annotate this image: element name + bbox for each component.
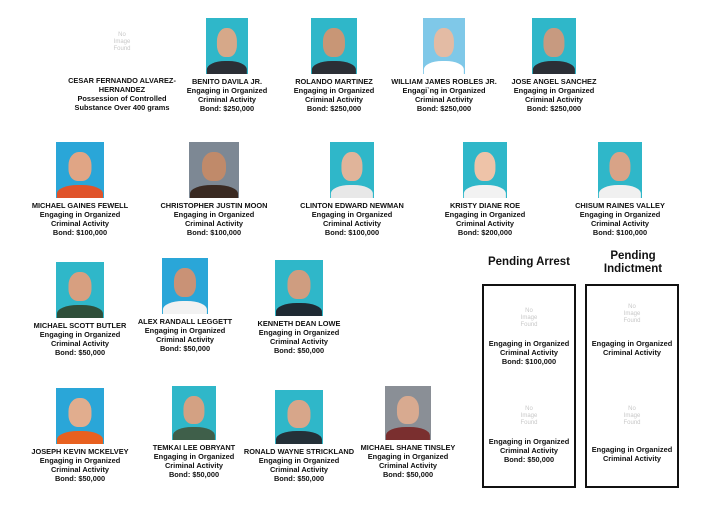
suspect-name: JOSE ANGEL SANCHEZ [511,77,597,86]
suspect-charge: Engaging in Organized [39,210,121,219]
suspect-charge: Engaging in Organized [258,456,340,465]
suspect-card [338,386,478,479]
suspect-charge: Criminal Activity [322,219,382,228]
suspect-card [415,142,555,237]
pending-charge: Engaging in Organized [488,339,570,348]
suspect-charge: Criminal Activity [50,339,110,348]
suspect-bond: Bond: $250,000 [199,104,255,113]
mugshot-photo [206,18,248,74]
no-image-text: Image [623,413,641,419]
suspect-name: CHRISTOPHER JUSTIN MOON [160,201,268,210]
mugshot-photo [463,142,507,198]
no-image-text: Image [623,311,641,317]
mugshot-photo [172,386,216,440]
no-image-text: Found [113,46,131,52]
no-image-placeholder [617,304,647,325]
mugshot-photo [598,142,642,198]
mugshot-photo [532,18,576,74]
mugshot-photo [330,142,374,198]
no-image-text: No [525,406,533,412]
pending-indictment-title [585,250,681,276]
suspect-card [229,260,369,355]
suspect-bond: Bond: $50,000 [168,470,220,479]
pending-indictment-title-line: Indictment [603,263,663,275]
mugshot-photo [56,262,104,318]
suspect-charge: Criminal Activity [304,95,364,104]
suspect-charge: Engaging in Organized [293,86,375,95]
suspect-charge: Criminal Activity [414,95,474,104]
suspect-bond: Bond: $250,000 [306,104,362,113]
suspect-card [550,142,690,237]
mugshot-photo [311,18,357,74]
suspect-charge: Engaging in Organized [144,326,226,335]
no-image-placeholder [617,406,647,427]
mugshot-photo [275,390,323,444]
no-image-text: Found [623,420,641,426]
suspect-charge: Engaging in Organized [39,456,121,465]
suspect-bond: Bond: $50,000 [159,344,211,353]
mugshot-photo [385,386,431,440]
suspect-charge: Criminal Activity [184,219,244,228]
pending-charge: Engaging in Organized [488,437,570,446]
suspect-name: RONALD WAYNE STRICKLAND [243,447,355,456]
no-image-text: Image [520,413,538,419]
suspect-charge: Criminal Activity [197,95,257,104]
suspect-name: MICHAEL GAINES FEWELL [31,201,129,210]
mugshot-photo [275,260,323,316]
suspect-charge: Engagi`ng in Organized [402,86,486,95]
suspect-charge: Engaging in Organized [173,210,255,219]
no-image-placeholder [514,406,544,427]
suspect-name: ROLANDO MARTINEZ [295,77,373,86]
suspect-card [484,18,624,113]
suspect-charge: Criminal Activity [269,465,329,474]
pending-indictment-box [585,284,679,488]
suspect-charge: Criminal Activity [50,219,110,228]
pending-charge: Criminal Activity [499,348,559,357]
no-image-text: Image [113,39,131,45]
pending-charge: Criminal Activity [499,446,559,455]
pending-charge: Criminal Activity [602,454,662,463]
no-image-text: Image [520,315,538,321]
suspect-name: JOSEPH KEVIN MCKELVEY [31,447,129,456]
suspect-name: ALEX RANDALL LEGGETT [137,317,233,326]
suspect-bond: Bond: $100,000 [186,228,242,237]
mugshot-photo [56,142,104,198]
suspect-name: CESAR FERNANDO ALVAREZ-HERNANDEZ [68,76,176,94]
suspect-charge: Engaging in Organized [579,210,661,219]
suspect-charge: Criminal Activity [378,461,438,470]
suspect-charge: Criminal Activity [155,335,215,344]
suspect-bond: Bond: $100,000 [52,228,108,237]
suspect-name: MICHAEL SHANE TINSLEY [360,443,456,452]
suspect-charge: Engaging in Organized [153,452,235,461]
suspect-card [10,142,150,237]
suspect-charge: Engaging in Organized [311,210,393,219]
suspect-bond: Bond: $50,000 [273,474,325,483]
pending-charge: Engaging in Organized [591,339,673,348]
pending-bond: Bond: $50,000 [503,455,555,464]
no-image-text: Found [623,318,641,324]
suspect-name: CLINTON EDWARD NEWMAN [300,201,404,210]
suspect-card [282,142,422,237]
suspect-bond: Bond: $50,000 [54,474,106,483]
suspect-charge: Criminal Activity [50,465,110,474]
suspect-charge: Engaging in Organized [444,210,526,219]
mugshot-photo [423,18,465,74]
suspect-name: KENNETH DEAN LOWE [257,319,341,328]
pending-charge: Criminal Activity [602,348,662,357]
no-image-text: No [525,308,533,314]
suspect-charge: Engaging in Organized [39,330,121,339]
no-image-text: No [628,304,636,310]
suspect-bond: Bond: $50,000 [54,348,106,357]
suspect-name: CHISUM RAINES VALLEY [575,201,665,210]
suspect-charge: Criminal Activity [269,337,329,346]
pending-bond: Bond: $100,000 [501,357,557,366]
no-image-placeholder [514,308,544,329]
pending-arrest-entry [484,308,574,366]
no-image-text: No [628,406,636,412]
suspect-charge: Engaging in Organized [186,86,268,95]
mugshot-photo [189,142,239,198]
pending-indictment-entry [587,406,677,463]
suspect-charge: Engaging in Organized [258,328,340,337]
suspect-name: BENITO DAVILA JR. [191,77,263,86]
suspect-bond: Bond: $50,000 [273,346,325,355]
no-image-text: No [118,32,126,38]
suspect-card [144,142,284,237]
suspect-name: TEMKAI LEE OBRYANT [152,443,236,452]
no-image-text: Found [520,420,538,426]
mugshot-photo [162,258,208,314]
suspect-charge: Criminal Activity [590,219,650,228]
mugshot-photo [56,388,104,444]
pending-arrest-entry [484,406,574,464]
suspect-bond: Bond: $100,000 [324,228,380,237]
suspect-bond: Bond: $250,000 [416,104,472,113]
suspect-charge: Substance Over 400 grams [74,103,170,112]
pending-indictment-entry [587,304,677,357]
suspect-bond: Bond: $200,000 [457,228,513,237]
pending-arrest-title: Pending Arrest [487,256,570,268]
suspect-charge: Criminal Activity [455,219,515,228]
suspect-charge: Criminal Activity [164,461,224,470]
suspect-name: MICHAEL SCOTT BUTLER [33,321,127,330]
no-image-text: Found [520,322,538,328]
suspect-charge: Criminal Activity [524,95,584,104]
suspect-charge: Engaging in Organized [513,86,595,95]
suspect-bond: Bond: $250,000 [526,104,582,113]
pending-charge: Engaging in Organized [591,445,673,454]
pending-indictment-title-line: Pending [610,250,656,262]
suspect-name: KRISTY DIANE ROE [449,201,521,210]
no-image-placeholder [102,30,142,74]
suspect-charge: Possession of Controlled [77,94,167,103]
suspect-bond: Bond: $50,000 [382,470,434,479]
suspect-bond: Bond: $100,000 [592,228,648,237]
suspect-name: WILLIAM JAMES ROBLES JR. [391,77,497,86]
pending-arrest-box [482,284,576,488]
suspect-charge: Engaging in Organized [367,452,449,461]
